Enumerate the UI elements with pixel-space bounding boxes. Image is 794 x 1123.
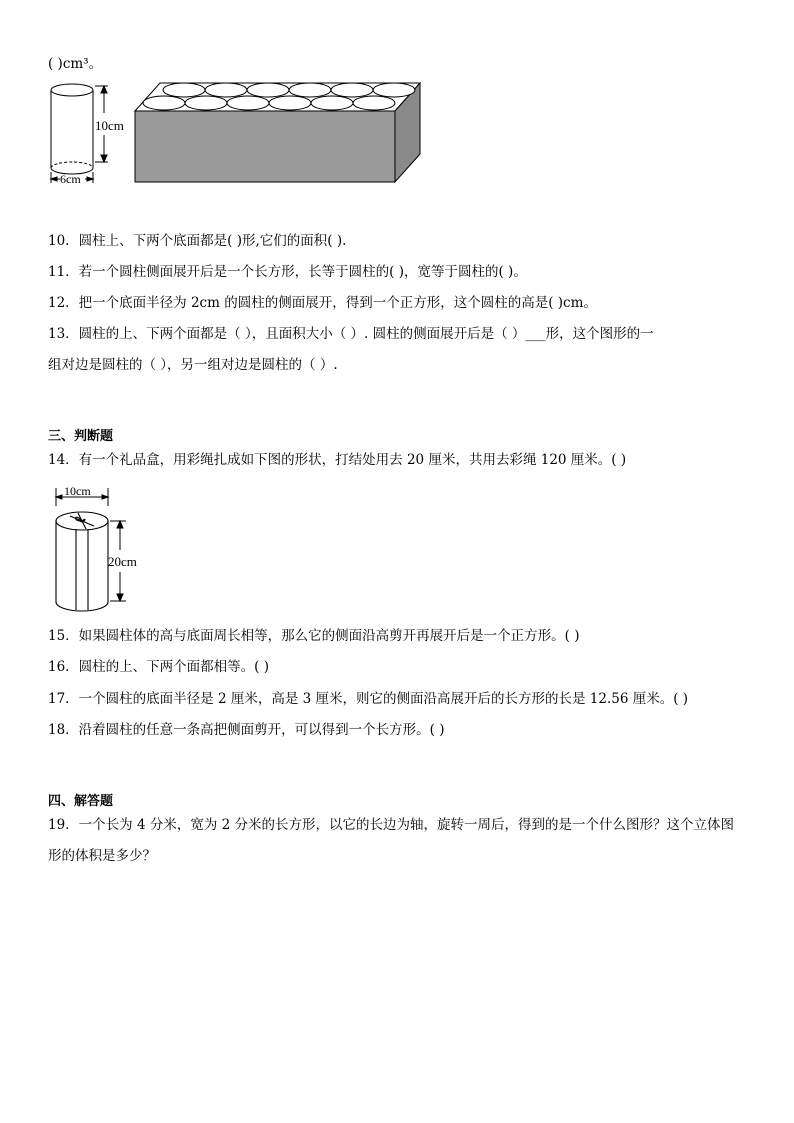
- section-title-solve: 四、解答题: [48, 794, 114, 809]
- question-19-continued: 形的体积是多少？: [48, 848, 156, 864]
- question-16: 16．圆柱的上、下两个面都相等。( ): [48, 659, 270, 675]
- question-10: 10．圆柱上、下两个底面都是( )形,它们的面积( ).: [48, 233, 347, 249]
- question-13-continued: 组对边是圆柱的（ ），另一组对边是圆柱的（ ）.: [48, 357, 338, 373]
- cylinder-shape: [56, 512, 108, 611]
- cylinder-shape: [51, 84, 93, 174]
- question-19: 19．一个长为 4 分米，宽为 2 分米的长方形，以它的长边为轴，旋转一周后，得到的是一个什么图形？这个立体图: [48, 817, 735, 833]
- question-12: 12．把一个底面半径为 2cm 的圆柱的侧面展开，得到一个正方形，这个圆柱的高是( )cm。: [48, 295, 597, 311]
- box-of-cylinders: [135, 83, 420, 182]
- question-18: 18．沿着圆柱的任意一条高把侧面剪开，可以得到一个长方形。( ): [48, 722, 445, 738]
- question-14: 14．有一个礼品盒，用彩绳扎成如下图的形状，打结处用去 20 厘米，共用去彩绳 120 厘米。( ): [48, 452, 627, 468]
- question-13: 13．圆柱的上、下两个面都是（ ），且面积大小（ ）. 圆柱的侧面展开后是（ ）___形，这个图形的一: [48, 326, 654, 342]
- width-label: 10cm: [64, 484, 91, 498]
- question-11: 11．若一个圆柱侧面展开后是一个长方形，长等于圆柱的( )，宽等于圆柱的( )。: [48, 264, 527, 280]
- cylinder-box-figure: [40, 75, 440, 187]
- gift-cylinder-figure: [40, 480, 160, 615]
- question-17: 17．一个圆柱的底面半径是 2 厘米，高是 3 厘米，则它的侧面沿高展开后的长方形的长是 12.56 厘米。( ): [48, 691, 689, 707]
- height-label: 20cm: [108, 554, 137, 569]
- question-15: 15．如果圆柱体的高与底面周长相等，那么它的侧面沿高剪开再展开后是一个正方形。( ): [48, 628, 580, 644]
- width-label: 6cm: [60, 172, 81, 186]
- section-title-judgement: 三、判断题: [48, 429, 114, 444]
- height-label: 10cm: [95, 118, 124, 133]
- answer-blank-line: ( )cm³。: [48, 56, 103, 72]
